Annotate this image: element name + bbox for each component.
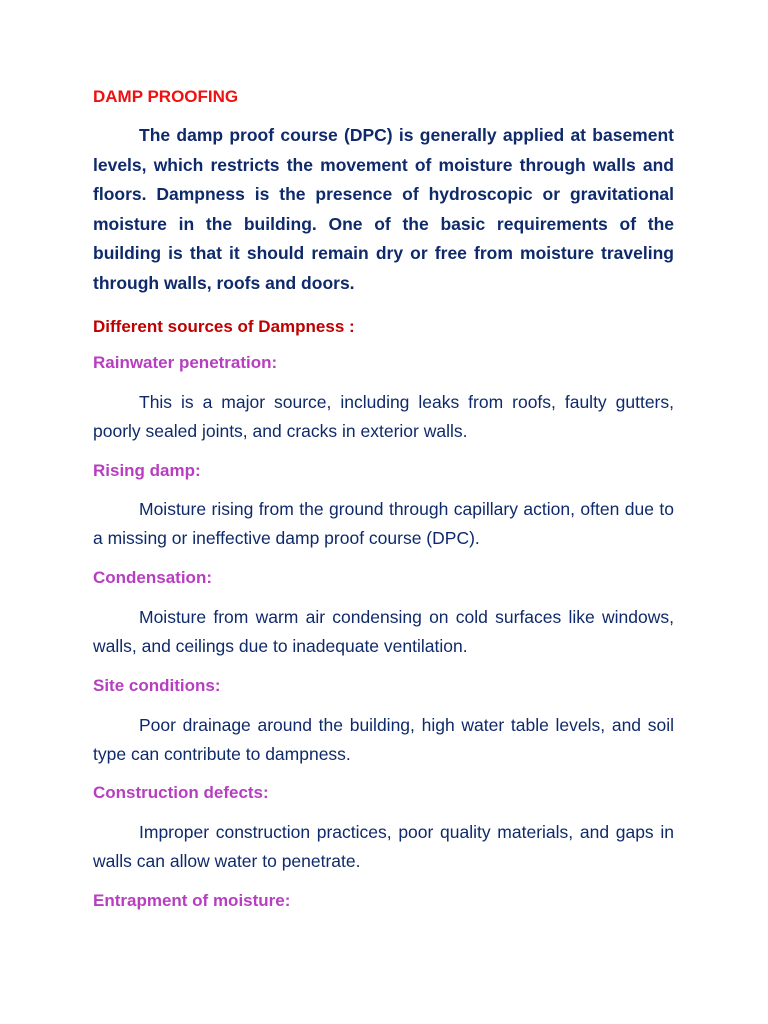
source-text-construction-defects: Improper construction practices, poor quality materials, and gaps in walls can allow water to penetrate.: [93, 822, 674, 871]
intro-paragraph: The damp proof course (DPC) is generally applied at basement levels, which restricts the movement of moisture through walls and floors. Dampness is the presence of hydroscopic or gravitational moisture in the building. One of the basic requirements of the building is that it should remain dry or free from moisture traveling through walls, roofs and doors.: [93, 125, 674, 293]
source-text-rainwater-penetration: This is a major source, including leaks from roofs, faulty gutters, poorly sealed joints, and cracks in exterior walls.: [93, 392, 674, 441]
source-text-condensation: Moisture from warm air condensing on cold surfaces like windows, walls, and ceilings due to inadequate ventilation.: [93, 607, 674, 656]
source-title-site-conditions: Site conditions:: [93, 676, 221, 695]
document-title: DAMP PROOFING: [93, 87, 239, 106]
source-text-site-conditions: Poor drainage around the building, high water table levels, and soil type can contribute to dampness.: [93, 715, 674, 764]
source-title-rainwater-penetration: Rainwater penetration:: [93, 353, 278, 372]
source-title-entrapment-of-moisture: Entrapment of moisture:: [93, 891, 291, 910]
source-title-rising-damp: Rising damp:: [93, 461, 201, 480]
sources-heading: Different sources of Dampness :: [93, 317, 355, 336]
source-title-construction-defects: Construction defects:: [93, 783, 269, 802]
source-text-rising-damp: Moisture rising from the ground through capillary action, often due to a missing or ineffective damp proof course (DPC).: [93, 499, 674, 548]
source-title-condensation: Condensation:: [93, 568, 212, 587]
